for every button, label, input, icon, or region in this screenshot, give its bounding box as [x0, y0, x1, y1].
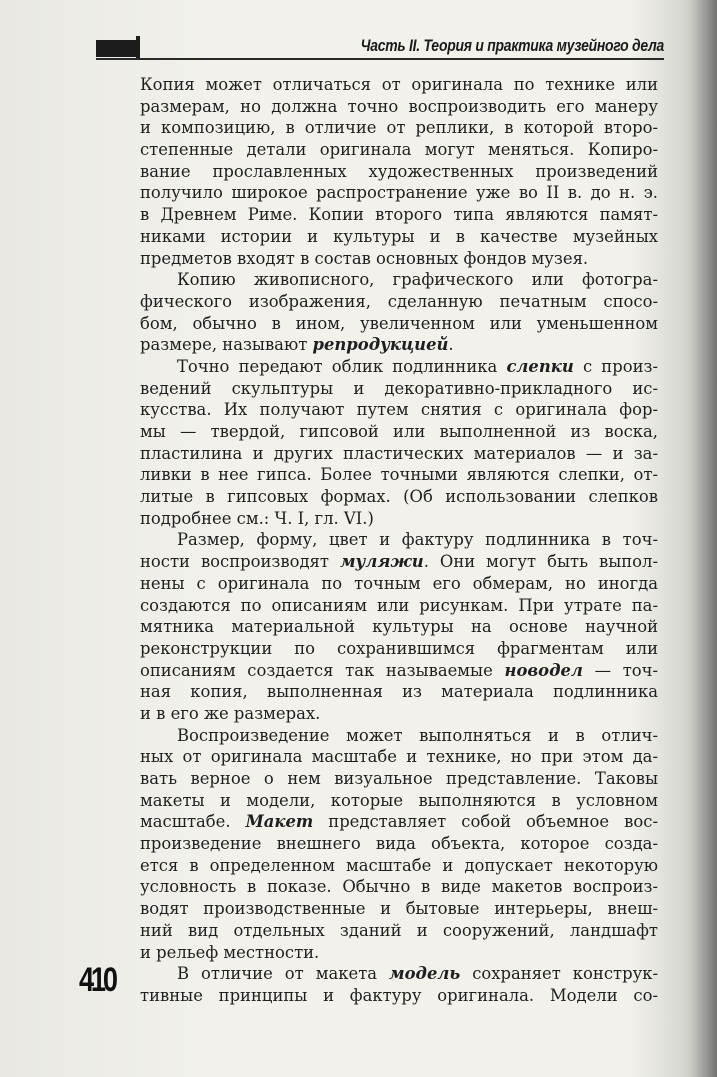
text-line [140, 898, 658, 920]
text-line [140, 963, 658, 985]
text-line [140, 356, 658, 378]
text-line [140, 529, 658, 551]
text-line [140, 616, 658, 638]
text-line [140, 508, 658, 530]
text-run: представляет собой объемное вос- [313, 812, 658, 832]
text-line [140, 595, 658, 617]
text-line [140, 74, 658, 96]
text-run: тивные принципы и фактуру оригинала. Модели со- [140, 985, 658, 1005]
text-run: и композицию, в отличие от реплики, в которой второ- [140, 118, 658, 138]
emphasized-term: новодел [504, 660, 583, 680]
text-run: мятника материальной культуры на основе научной [140, 617, 658, 637]
emphasized-term: слепки [506, 356, 574, 376]
text-run: пластилина и других пластических материалов — и за- [140, 443, 658, 463]
text-run: реконструкции по сохранившимся фрагментам или [140, 638, 658, 658]
text-run: фического изображения, сделанную печатным спосо- [140, 291, 658, 311]
text-run: в Древнем Риме. Копии второго типа являются памят- [140, 205, 658, 225]
emphasized-term: репродукцией [312, 335, 449, 355]
text-line [140, 421, 658, 443]
text-run: Воспроизведение может выполняться и в отлич- [177, 725, 658, 745]
text-line [140, 660, 658, 682]
page-edge-shadow [691, 0, 717, 1077]
text-run: масштабе. [140, 812, 246, 832]
header-marker-bar [96, 40, 136, 57]
text-run: — точ- [582, 660, 659, 680]
text-line [140, 486, 658, 508]
text-run: ная копия, выполненная из материала подлинника [140, 682, 658, 702]
text-run: Точно передают облик подлинника [177, 356, 507, 376]
text-line [140, 681, 658, 703]
page-number: 410 [79, 961, 115, 999]
text-run: вание прославленных художественных произведений [140, 161, 658, 181]
emphasized-term: муляжи [339, 552, 424, 572]
text-run: и рельеф местности. [140, 942, 320, 962]
text-run: Копия может отличаться от оригинала по технике или [140, 75, 658, 94]
text-run: кусства. Их получают путем снятия с оригинала фор- [140, 400, 658, 420]
text-run: предметов входят в состав основных фондов музея. [140, 248, 589, 268]
text-line [140, 334, 658, 356]
text-run: описаниям создается так называемые [140, 660, 505, 680]
header-marker-tick [136, 36, 140, 58]
text-line [140, 226, 658, 248]
text-line [140, 139, 658, 161]
text-line [140, 269, 658, 291]
text-run: Размер, форму, цвет и фактуру подлинника в точ- [177, 530, 658, 550]
text-run: ливки в нее гипса. Более точными являются слепки, от- [140, 465, 658, 485]
text-line [140, 313, 658, 335]
text-line [140, 811, 658, 833]
text-line [140, 443, 658, 465]
text-run: ний вид отдельных зданий и сооружений, ландшафт [140, 920, 658, 940]
text-run: подробнее см.: Ч. I, гл. VI.) [140, 508, 374, 528]
text-run: никами истории и культуры и в качестве музейных [140, 226, 658, 246]
header-rule [96, 58, 664, 60]
text-line [140, 96, 658, 118]
text-line [140, 204, 658, 226]
text-line [140, 161, 658, 183]
text-run: литые в гипсовых формах. (Об использовании слепков [140, 487, 658, 507]
text-run: В отличие от макета [177, 964, 390, 984]
text-run: вать верное о нем визуальное представление. Таковы [140, 769, 658, 788]
running-header [96, 34, 664, 60]
text-line [140, 378, 658, 400]
text-line [140, 117, 658, 139]
text-run: сохраняет конструк- [460, 964, 659, 984]
text-line [140, 551, 658, 573]
text-run: макеты и модели, которые выполняются в условном [140, 790, 658, 810]
text-line [140, 768, 658, 790]
emphasized-term: Макет [245, 812, 314, 832]
text-run: произведение внешнего вида объекта, которое созда- [140, 834, 658, 854]
text-run: водят производственные и бытовые интерьеры, внеш- [140, 899, 658, 919]
text-run: Копию живописного, графического или фотогра- [177, 270, 658, 290]
text-run: с произ- [573, 356, 658, 376]
text-run: условность в показе. Обычно в виде макетов воспроиз- [140, 877, 658, 897]
text-line [140, 725, 658, 747]
text-line [140, 248, 658, 270]
text-line [140, 573, 658, 595]
text-run: создаются по описаниям или рисункам. При утрате па- [140, 595, 658, 615]
text-line [140, 291, 658, 313]
text-run: ности воспроизводят [140, 552, 340, 572]
text-line [140, 703, 658, 725]
text-run: и в его же размерах. [140, 703, 321, 723]
text-line [140, 920, 658, 942]
text-line [140, 182, 658, 204]
text-run: бом, обычно в ином, увеличенном или уменьшенном [140, 313, 658, 333]
text-run: размере, называют [140, 335, 313, 355]
text-line [140, 833, 658, 855]
text-line [140, 790, 658, 812]
text-line [140, 746, 658, 768]
body-text [140, 74, 658, 1007]
text-run: ных от оригинала масштабе и технике, но при этом да- [140, 747, 658, 767]
text-run: размерам, но должна точно воспроизводить его манеру [140, 96, 658, 116]
text-run: ется в определенном масштабе и допускает некоторую [140, 855, 658, 875]
text-run: получило широкое распространение уже во II в. до н. э. [140, 183, 658, 203]
running-title: Часть II. Теория и практика музейного дела [360, 36, 664, 55]
text-run: . [448, 335, 454, 355]
text-line [140, 855, 658, 877]
text-run: . Они могут быть выпол- [423, 552, 658, 572]
text-run: ведений скульптуры и декоративно-прикладного ис- [140, 378, 658, 398]
text-line [140, 985, 658, 1007]
text-run: степенные детали оригинала могут меняться. Копиро- [140, 140, 658, 160]
text-line [140, 399, 658, 421]
text-line [140, 942, 658, 964]
text-run: мы — твердой, гипсовой или выполненной из воска, [140, 422, 658, 441]
text-line [140, 876, 658, 898]
text-line [140, 464, 658, 486]
emphasized-term: модель [389, 964, 461, 984]
text-run: нены с оригинала по точным его обмерам, но иногда [140, 573, 658, 593]
text-line [140, 638, 658, 660]
